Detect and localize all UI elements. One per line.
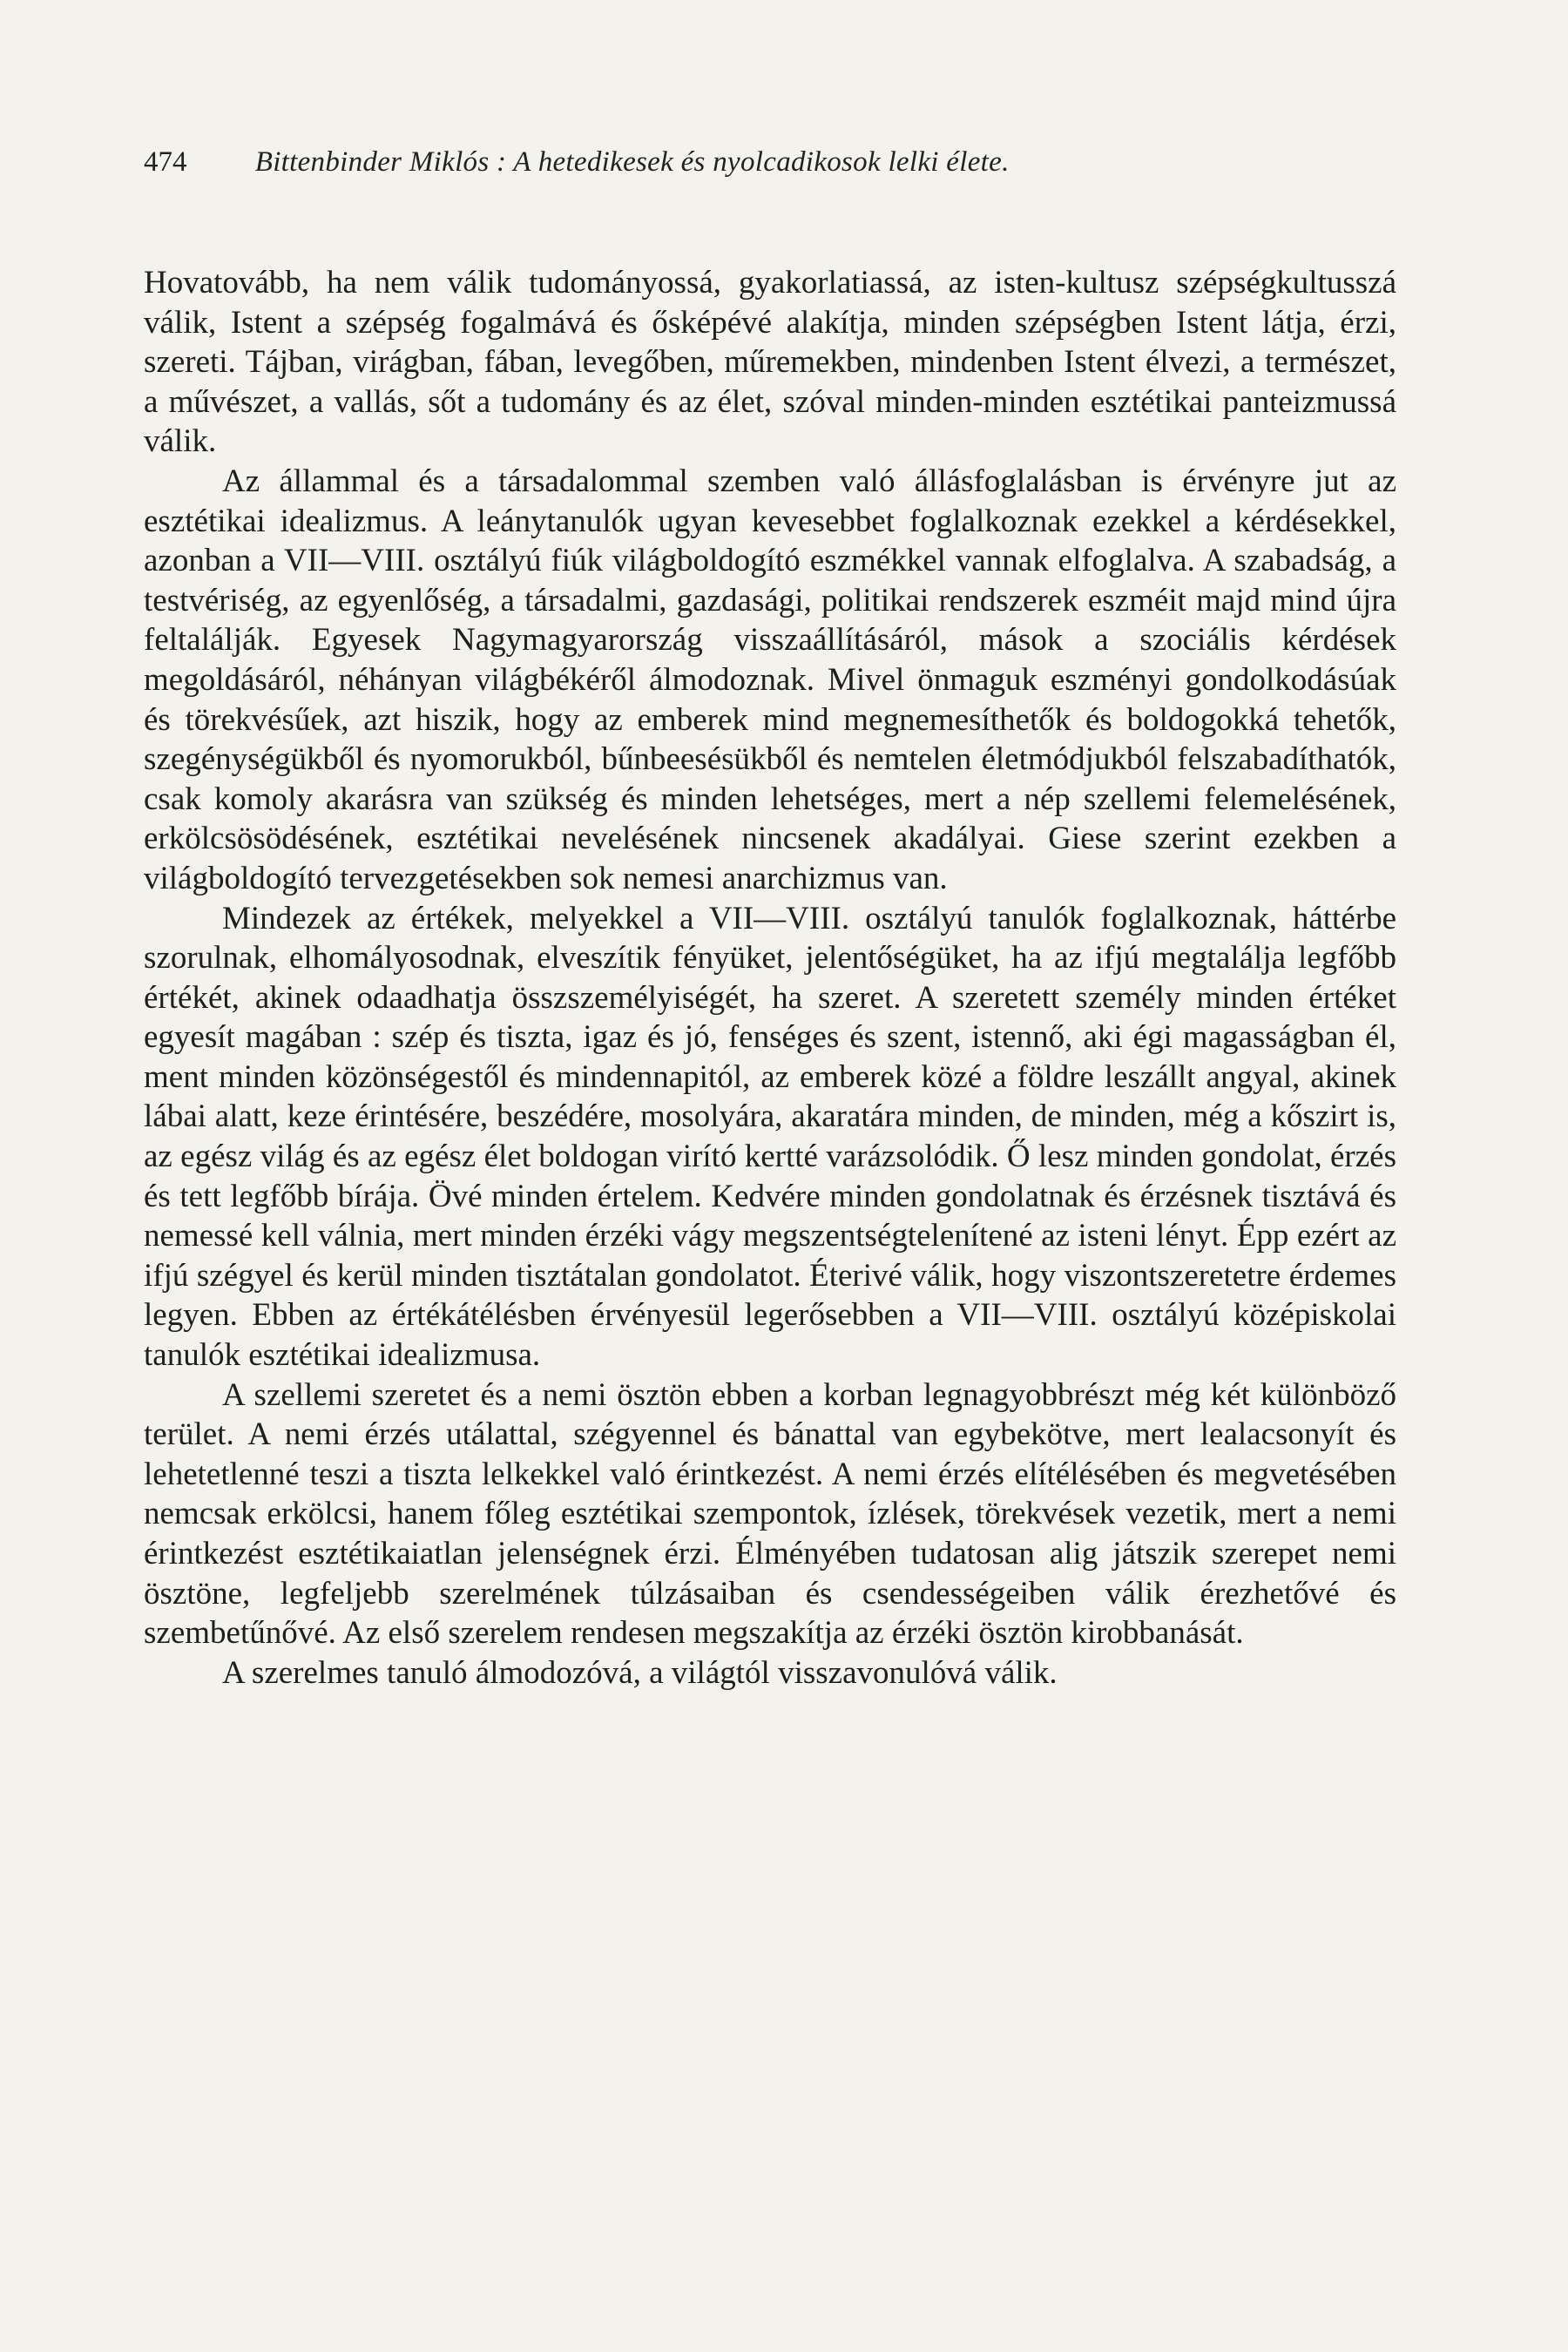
page-number: 474 — [144, 146, 187, 178]
paragraph-2: Az állammal és a társadalommal szemben való állásfoglalásban is érvényre jut az esztétikai idealizmus. A leánytanulók ugyan kevesebbet foglalkoznak ezekkel a kérdésekkel, azonban a VII—VIII. osztályú fiúk világboldogító eszmékkel vannak elfoglalva. A szabadság, a testvériség, az egyenlőség, a társadalmi, gazdasági, politikai rendszerek eszméit majd mind újra feltalálják. Egyesek Nagymagyarország visszaállításáról, mások a szociális kérdések megoldásáról, néhányan világbékéről álmodoznak. Mivel önmaguk eszményi gondolkodásúak és törekvésűek, azt hiszik, hogy az emberek mind megnemesíthetők és boldogokká tehetők, szegénységükből és nyomorukból, bűnbeesésükből és nemtelen életmódjukból felszabadíthatók, csak komoly akarásra van szükség és minden lehetséges, mert a nép szellemi felemelésének, erkölcsösödésének, esztétikai nevelésének nincsenek akadályai. Giese szerint ezekben a világboldogító tervezgetésekben sok nemesi anarchizmus van. — [144, 463, 1396, 896]
paragraph-3: Mindezek az értékek, melyekkel a VII—VIII. osztályú tanulók foglalkoznak, háttérbe szorulnak, elhomályosodnak, elveszítik fényüket, jelentőségüket, ha az ifjú megtalálja legfőbb értékét, akinek odaadhatja összszemélyiségét, ha szeret. A szeretett személy minden értéket egyesít magában : szép és tiszta, igaz és jó, fenséges és szent, istennő, aki égi magasságban él, ment minden közönségestől és mindennapitól, az emberek közé a földre leszállt angyal, akinek lábai alatt, keze érintésére, beszédére, mosolyára, akaratára minden, de minden, még a kőszirt is, az egész világ és az egész élet boldogan virító kertté varázsolódik. Ő lesz minden gondolat, érzés és tett legfőbb bírája. Övé minden értelem. Kedvére minden gondolatnak és érzésnek tisztává és nemessé kell válnia, mert minden érzéki vágy megszentségtelenítené az isteni lényt. Épp ezért az ifjú szégyel és kerül minden tisztátalan gondolatot. Éterivé válik, hogy viszontszeretetre érdemes legyen. Ebben az értékátélésben érvényesül legerősebben a VII—VIII. osztályú középiskolai tanulók esztétikai idealizmusa. — [144, 900, 1396, 1374]
paragraph-4: A szellemi szeretet és a nemi ösztön ebben a korban legnagyobbrészt még két különböző terület. A nemi érzés utálattal, szégyennel és bánattal van egybekötve, mert lealacsonyít és lehetetlenné teszi a tiszta lelkekkel való érintkezést. A nemi érzés elítélésében és megvetésében nemcsak erkölcsi, hanem főleg esztétikai szempontok, ízlések, törekvések vezetik, mert a nemi érintkezést esztétikaiatlan jelenségnek érzi. Élményében tudatosan alig játszik szerepet nemi ösztöne, legfeljebb szerelmének túlzásaiban és csendességeiben válik érezhetővé és szembetűnővé. Az első szerelem rendesen megszakítja az érzéki ösztön kirobbanását. — [144, 1376, 1396, 1652]
paragraph-1: Hovatovább, ha nem válik tudományossá, gyakorlatiassá, az isten-kultusz szépségkultusszá válik, Istent a szépség fogalmává és ősképévé alakítja, minden szépségben Istent látja, érzi, szereti. Tájban, virágban, fában, levegőben, műremekben, mindenben Istent élvezi, a természet, a művészet, a vallás, sőt a tudomány és az élet, szóval minden-minden esztétikai panteizmussá válik. — [144, 265, 1396, 460]
page-header — [144, 146, 1407, 179]
paragraph-5: A szerelmes tanuló álmodozóvá, a világtól visszavonulóvá válik. — [222, 1654, 1058, 1691]
running-title: Bittenbinder Miklós : A hetedikesek és nyolcadikosok lelki élete. — [254, 146, 1010, 178]
body-text — [144, 263, 1396, 1693]
